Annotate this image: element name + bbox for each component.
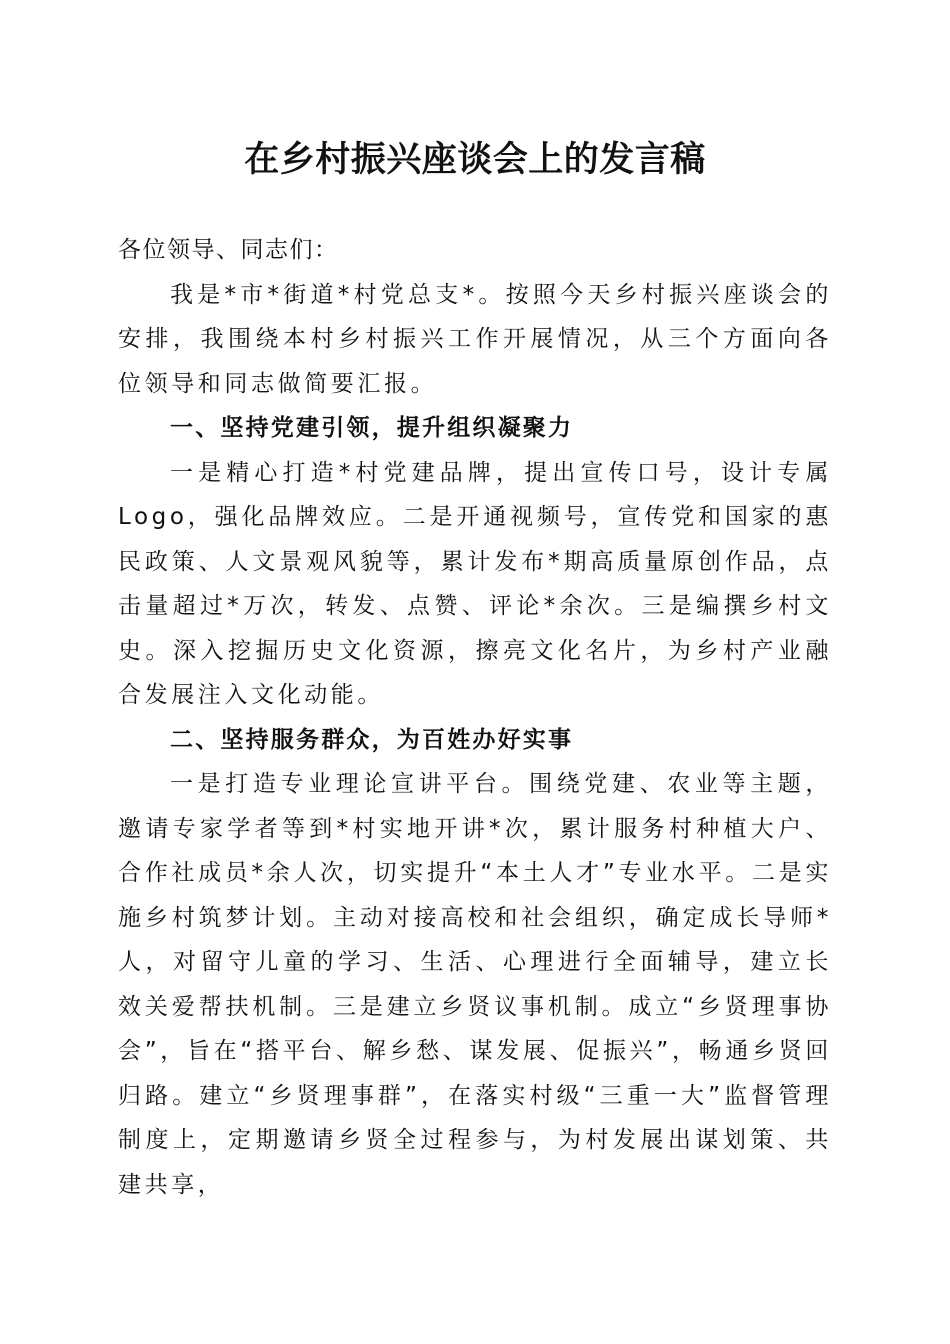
section-1-heading: 一、坚持党建引领，提升组织凝聚力 xyxy=(170,415,574,441)
section-2-heading: 二、坚持服务群众，为百姓办好实事 xyxy=(170,726,574,753)
intro-paragraph: 我是*市*街道*村党总支*。按照今天乡村振兴座谈会的安排，我围绕本村乡村振兴工作开展情况，从三个方面向各位领导和同志做简要汇报。 xyxy=(118,281,832,397)
section-1-body: 一是精心打造*村党建品牌，提出宣传口号，设计专属Logo，强化品牌效应。二是开通视频号，宣传党和国家的惠民政策、人文景观风貌等，累计发布*期高质量原创作品，点击量超过*万次，转发、点赞、评论*余次。三是编撰乡村文史。深入挖掘历史文化资源，擦亮文化名片，为乡村产业融合发展注入文化动能。 xyxy=(118,459,832,708)
salutation: 各位领导、同志们： xyxy=(118,237,339,263)
section-2-body: 一是打造专业理论宣讲平台。围绕党建、农业等主题，邀请专家学者等到*村实地开讲*次，累计服务村种植大户、合作社成员*余人次，切实提升“本土人才”专业水平。二是实施乡村筑梦计划。主动对接高校和社会组织，确定成长导师*人，对留守儿童的学习、生活、心理进行全面辅导，建立长效关爱帮扶机制。三是建立乡贤议事机制。成立“乡贤理事协会”，旨在“搭平台、解乡愁、谋发展、促振兴”，畅通乡贤回归路。建立“乡贤理事群”，在落实村级“三重一大”监督管理制度上，定期邀请乡贤全过程参与，为村发展出谋划策、共建共享， xyxy=(118,771,832,1198)
document-title: 在乡村振兴座谈会上的发言稿 xyxy=(244,139,706,180)
